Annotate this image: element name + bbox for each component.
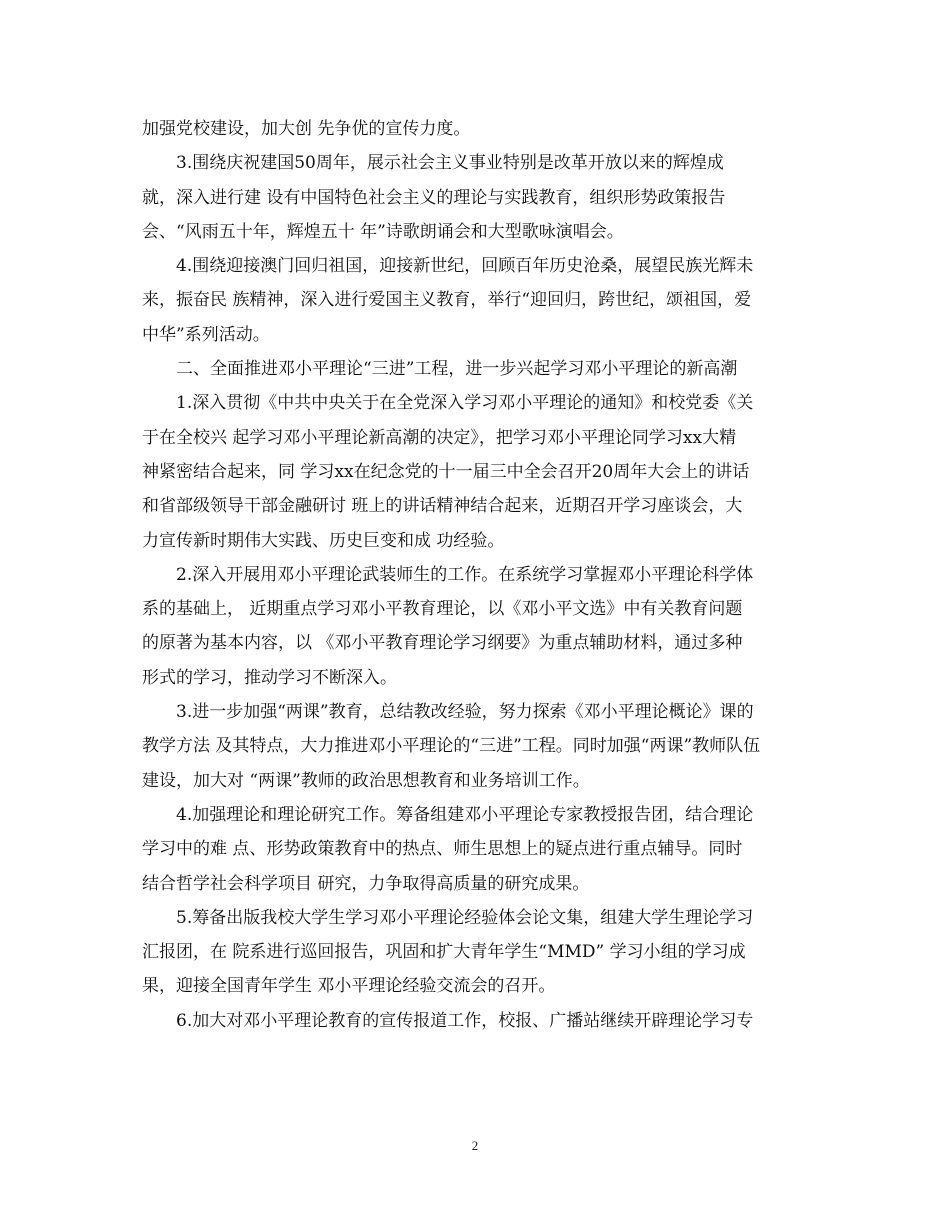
text-line: 的原著为基本内容，以 《邓小平教育理论学习纲要》为重点辅助材料，通过多种 bbox=[142, 633, 743, 654]
text-line: 神紧密结合起来，同 学习xx在纪念党的十一届三中全会召开20周年大会上的讲话 bbox=[142, 461, 750, 482]
text-line: 结合哲学社会科学项目 研究，力争取得高质量的研究成果。 bbox=[142, 873, 590, 894]
text-line: 和省部级领导干部金融研讨 班上的讲话精神结合起来，近期召开学习座谈会，大 bbox=[142, 496, 743, 517]
text-line: 2.深入开展用邓小平理论武装师生的工作。在系统学习掌握邓小平理论科学体 bbox=[176, 564, 754, 585]
text-line: 建设，加大对 “两课”教师的政治思想教育和业务培训工作。 bbox=[142, 770, 590, 791]
text-line: 4.加强理论和理论研究工作。筹备组建邓小平理论专家教授报告团，结合理论 bbox=[176, 804, 754, 825]
text-line: 1.深入贯彻《中共中央关于在全党深入学习邓小平理论的通知》和校党委《关 bbox=[176, 393, 754, 414]
text-line: 6.加大对邓小平理论教育的宣传报道工作，校报、广播站继续开辟理论学习专 bbox=[176, 1010, 754, 1031]
text-line: 果，迎接全国青年学生 邓小平理论经验交流会的召开。 bbox=[142, 976, 556, 997]
text-line: 3.围绕庆祝建国50周年，展示社会主义事业特别是改革开放以来的辉煌成 bbox=[176, 153, 724, 174]
text-line: 4.围绕迎接澳门回归祖国，迎接新世纪，回顾百年历史沧桑，展望民族光辉未 bbox=[176, 256, 754, 277]
text-line: 中华”系列活动。 bbox=[142, 324, 270, 345]
text-line: 力宣传新时期伟大实践、历史巨变和成 功经验。 bbox=[142, 530, 505, 551]
text-line: 系的基础上， 近期重点学习邓小平教育理论，以《邓小平文选》中有关教育问题 bbox=[142, 599, 743, 620]
page-number: 2 bbox=[471, 1138, 479, 1153]
text-line: 二、全面推进邓小平理论“三进”工程，进一步兴起学习邓小平理论的新高潮 bbox=[176, 359, 738, 380]
text-line: 于在全校兴 起学习邓小平理论新高潮的决定》，把学习邓小平理论同学习xx大精 bbox=[142, 427, 737, 448]
text-line: 形式的学习，推动学习不断深入。 bbox=[142, 667, 397, 688]
text-line: 学习中的难 点、形势政策教育中的热点、师生思想上的疑点进行重点辅导。同时 bbox=[142, 839, 743, 860]
text-line: 3.进一步加强“两课”教育，总结教改经验，努力探索《邓小平理论概论》课的 bbox=[176, 702, 754, 723]
text-line: 就，深入进行建 设有中国特色社会主义的理论与实践教育，组织形势政策报告 bbox=[142, 187, 726, 208]
text-line: 5.筹备出版我校大学生学习邓小平理论经验体会论文集，组建大学生理论学习 bbox=[176, 907, 754, 928]
text-line: 来，振奋民 族精神，深入进行爱国主义教育，举行“迎回归，跨世纪，颂祖国，爱 bbox=[142, 290, 752, 311]
text-line: 会、“风雨五十年，辉煌五十 年”诗歌朗诵会和大型歌咏演唱会。 bbox=[142, 221, 624, 242]
text-line: 加强党校建设，加大创 先争优的宣传力度。 bbox=[142, 119, 471, 139]
text-line: 汇报团，在 院系进行巡回报告，巩固和扩大青年学生“MMD” 学习小组的学习成 bbox=[142, 942, 746, 963]
document-body bbox=[142, 112, 812, 1038]
text-line: 教学方法 及其特点，大力推进邓小平理论的“三进”工程。同时加强“两课”教师队伍 bbox=[142, 736, 761, 757]
